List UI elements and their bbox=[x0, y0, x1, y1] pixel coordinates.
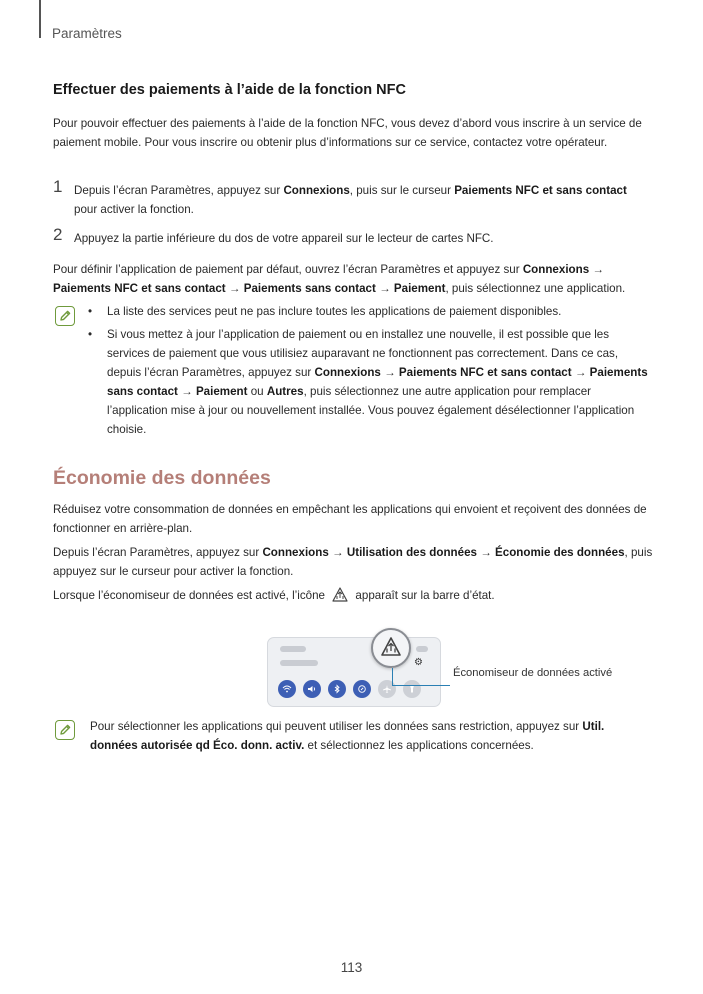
nfc-intro-paragraph: Pour pouvoir effectuer des paiements à l’aide de la fonction NFC, vous devez d’abord vous inscrire à un service de paiement mobile. Pour vous inscrire ou obtenir plus d’informations sur ce service, contactez votre opérateur. bbox=[53, 117, 642, 149]
rotation-toggle-icon bbox=[353, 680, 371, 698]
page-number: 113 bbox=[340, 960, 363, 975]
step-number: 1 bbox=[53, 177, 63, 196]
quick-panel-illustration bbox=[267, 628, 441, 708]
eco-heading: Économie des données bbox=[53, 467, 271, 489]
callout-line bbox=[392, 685, 450, 686]
blurred-text bbox=[416, 646, 428, 652]
header-bar bbox=[39, 0, 41, 38]
nfc-note-bullets bbox=[88, 302, 648, 443]
step-text: Depuis l’écran Paramètres, appuyez sur Connexions, puis sur le curseur Paiements NFC et sans contact pour activer la fonction. bbox=[74, 184, 627, 216]
eco-intro-paragraph: Réduisez votre consommation de données en empêchant les applications qui envoient et reçoivent des données de fonctionner en arrière-plan. bbox=[53, 503, 647, 535]
airplane-toggle-icon bbox=[378, 680, 396, 698]
note-pencil-icon bbox=[55, 720, 75, 740]
bullet-dot: • bbox=[88, 328, 93, 341]
page-header-title: Paramètres bbox=[52, 26, 122, 41]
list-item: • La liste des services peut ne pas inclure toutes les applications de paiement disponibles. bbox=[88, 302, 648, 321]
bluetooth-toggle-icon bbox=[328, 680, 346, 698]
eco-instructions-paragraph: Depuis l’écran Paramètres, appuyez sur Connexions → Utilisation des données → Économie des données, puis appuyez sur le curseur pour activer la fonction. bbox=[53, 546, 653, 578]
step-1 bbox=[53, 177, 653, 219]
callout-line bbox=[392, 668, 393, 686]
data-saver-icon bbox=[331, 586, 349, 610]
blurred-text bbox=[280, 660, 318, 666]
bullet-dot: • bbox=[88, 305, 93, 318]
callout-label: Économiseur de données activé bbox=[453, 667, 613, 679]
gear-icon: ⚙ bbox=[414, 657, 423, 668]
flashlight-toggle-icon bbox=[403, 680, 421, 698]
wifi-toggle-icon bbox=[278, 680, 296, 698]
data-saver-magnified-icon bbox=[371, 628, 411, 668]
note-pencil-icon bbox=[55, 306, 75, 326]
nfc-heading: Effectuer des paiements à l’aide de la fonction NFC bbox=[53, 82, 406, 98]
blurred-text bbox=[280, 646, 306, 652]
list-item: • Si vous mettez à jour l’application de paiement ou en installez une nouvelle, il est possible que les services de paiement que vous utilisiez auparavant ne fonctionnent pas correctement. Dans ce cas, depuis l’écran Paramètres, appuyez sur Connexions → Paiements NFC et sans contact → Paiements sans contact → Paiement ou Autres, puis sélectionnez une autre application pour remplacer l’application mise à jour ou nouvellement installée. Vous pouvez également désélectionner l’application choisie. bbox=[88, 325, 648, 439]
eco-status-icon-paragraph: Lorsque l’économiseur de données est activé, l’icône apparaît sur la barre d’état. bbox=[53, 586, 653, 610]
default-payment-app-paragraph: Pour définir l’application de paiement par défaut, ouvrez l’écran Paramètres et appuyez sur Connexions → Paiements NFC et sans contact → Paiements sans contact → Paiement, puis sélectionnez une application. bbox=[53, 263, 626, 295]
step-2 bbox=[53, 225, 653, 248]
sound-toggle-icon bbox=[303, 680, 321, 698]
step-number: 2 bbox=[53, 225, 63, 244]
eco-note-paragraph: Pour sélectionner les applications qui peuvent utiliser les données sans restriction, appuyez sur Util. données autorisée qd Éco. donn. activ. et sélectionnez les applications concernées. bbox=[90, 720, 605, 752]
step-text: Appuyez la partie inférieure du dos de votre appareil sur le lecteur de cartes NFC. bbox=[74, 232, 494, 245]
